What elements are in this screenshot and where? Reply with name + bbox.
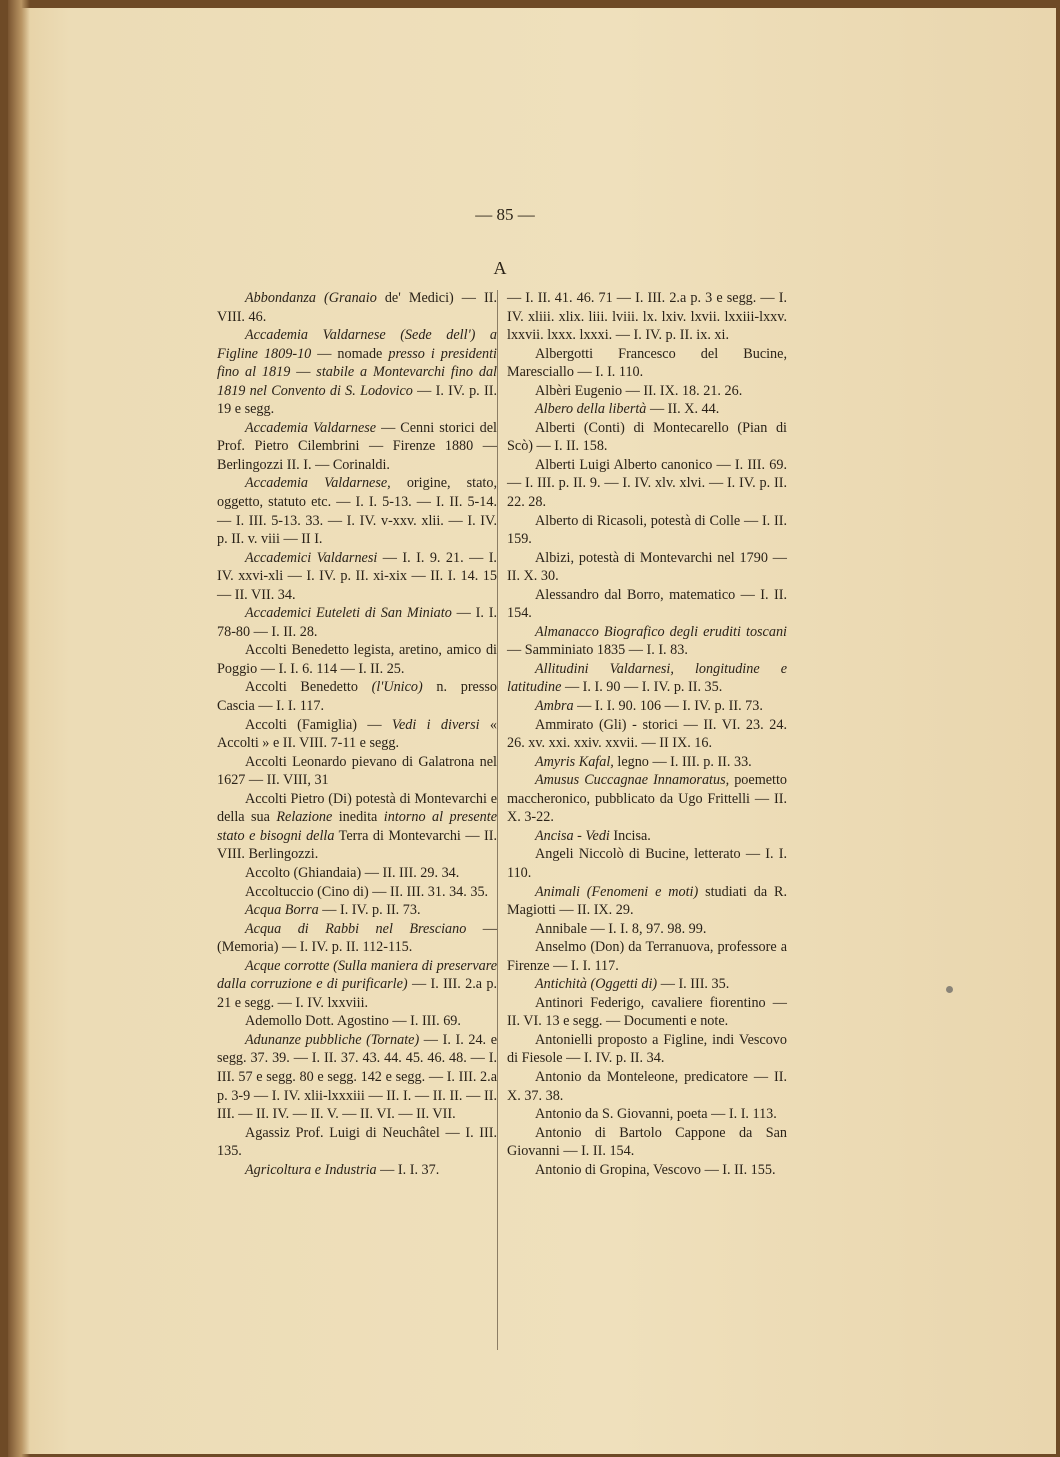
index-entry	[507, 382, 787, 401]
entry-text: Accolto (Ghiandaia) — II. III. 29. 34.	[245, 864, 460, 881]
entry-title: Acqua Borra	[245, 902, 319, 919]
entry-text: Incisa.	[609, 827, 651, 844]
entry-text: Albergotti Francesco del Bucine, Maresciallo — I. I. 110.	[507, 345, 787, 381]
index-entry	[507, 456, 787, 512]
entry-title: stabile a Montevarchi fino dal 1819 nel Convento di S. Lodovico	[217, 364, 498, 399]
column-divider	[497, 290, 498, 1350]
entry-title: Amusus Cuccagnae Innamoratus,	[535, 772, 730, 789]
index-entry	[507, 1124, 787, 1161]
entry-text: Anselmo (Don) da Terranuova, professore a Firenze — I. I. 117.	[507, 939, 787, 974]
index-entry	[507, 716, 787, 753]
index-entry	[507, 938, 787, 975]
index-entry	[507, 549, 787, 586]
entry-text: Accoltuccio (Cino di) — II. III. 31. 34. 35.	[245, 883, 489, 900]
index-entry	[507, 753, 787, 772]
entry-title: Ambra	[535, 698, 574, 715]
entry-title: (l'Unico)	[371, 679, 423, 696]
entry-title: Accademia Valdarnese,	[245, 475, 391, 492]
entry-title: Albero della libertà	[535, 401, 647, 418]
entry-title: Animali (Fenomeni e moti)	[535, 883, 699, 900]
entry-text: n. presso Cascia — I. I. 117.	[217, 679, 497, 715]
entry-title: Accademia Valdarnese	[245, 419, 377, 436]
entry-text: Alberti Luigi Alberto canonico — I. III. 69. — I. III. p. II. 9. — I. IV. xlv. xlvi. — I. IV. p. II. 22. 28.	[507, 456, 787, 511]
entry-text: Accolti Pietro (Di) potestà di Montevarchi e della sua	[217, 790, 497, 826]
index-entry	[217, 326, 497, 419]
entry-text: Angeli Niccolò di Bucine, letterato — I. I. 110.	[507, 846, 787, 881]
entry-text: Alberti (Conti) di Montecarello (Pian di Scò) — I. II. 158.	[507, 419, 787, 455]
index-entry	[217, 1161, 497, 1180]
entry-text: poemetto maccheronico, pubblicato da Ugo Frittelli — II. X. 3-22.	[507, 772, 788, 826]
entry-text: Antonio da S. Giovanni, poeta — I. I. 113.	[535, 1106, 777, 1123]
index-entry	[507, 771, 787, 827]
entry-title: Vedi i diversi	[391, 716, 480, 733]
index-entry	[507, 512, 787, 549]
entry-title: intorno al presente stato e bisogni della	[217, 809, 498, 844]
entry-text: origine, stato, oggetto, statuto etc. — I. I. 5-13. — I. II. 5-14. — I. III. 5-13. 33. — I. IV. v-xxv. xlii. — I. IV. p. II. v. viii — II I.	[217, 475, 497, 548]
entry-text: inedita	[332, 809, 384, 826]
entry-text: — I. I. 24. e segg. 37. 39. — I. II. 37. 43. 44. 45. 46. 48. — I. III. 57 e segg. 80 e segg. 142 e segg. — I. III. 2.a p. 3-9 — I. IV. xlii-lxxxiii — II. I. — II. II. — II. III. — II. IV. — II. V. — II. VI. — II. VII.	[217, 1031, 498, 1123]
entry-text: Accolti Benedetto legista, aretino, amico di Poggio — I. I. 6. 114 — I. II. 25.	[217, 642, 497, 677]
index-entry	[507, 697, 787, 716]
index-entry	[507, 623, 787, 660]
entry-text: Accolti Leonardo pievano di Galatrona nel 1627 — II. VIII, 31	[217, 753, 497, 789]
entry-text: Antonielli proposto a Figline, indi Vescovo di Fiesole — I. IV. p. II. 34.	[507, 1031, 787, 1067]
index-entry	[507, 1105, 787, 1124]
entry-text: Antonio da Monteleone, predicatore — II. X. 37. 38.	[507, 1068, 787, 1104]
index-entry	[217, 604, 497, 641]
entry-text: — I. I. 9. 21. — I. IV. xxvi-xli — I. IV. p. II. xi-xix — II. I. 14. 15 — II. VII. 34.	[217, 549, 497, 603]
entry-text: — I. IV. p. II. 19 e segg.	[217, 382, 497, 418]
index-entry	[507, 827, 787, 846]
index-entry	[507, 975, 787, 994]
entry-text: de' Medici) — II. VIII. 46.	[217, 290, 498, 325]
index-entry	[217, 289, 497, 326]
entry-text: — II. X. 44.	[646, 401, 720, 418]
entry-text: — I. II. 41. 46. 71 — I. III. 2.a p. 3 e segg. — I. IV. xliii. xlix. liii. lviii. lx. lxiv. lxvii. lxxiii-lxxv. lxxvii. lxxx. lxxxi. — I. IV. p. II. ix. xi.	[507, 290, 787, 344]
entry-title: Abbondanza (Granaio	[245, 290, 377, 306]
index-entry	[217, 474, 497, 548]
entry-text: — I. I. 90. 106 — I. IV. p. II. 73.	[573, 698, 763, 715]
entry-text: — Cenni storici del Prof. Pietro Cilembrini — Firenze 1880 — Berlingozzi II. I. — Corinaldi.	[217, 419, 498, 473]
index-entry	[507, 1068, 787, 1105]
entry-text: Antonio di Gropina, Vescovo — I. II. 155.	[535, 1161, 776, 1178]
entry-text: — I. IV. p. II. 73.	[318, 902, 421, 919]
index-entry	[217, 1012, 497, 1031]
entry-text: — (Memoria) — I. IV. p. II. 112-115.	[217, 920, 497, 956]
entry-text: — nomade	[311, 345, 389, 362]
index-column-right	[507, 289, 787, 1179]
index-entry	[217, 1124, 497, 1161]
entry-text: studiati da R. Magiotti — II. IX. 29.	[507, 883, 787, 919]
index-entry	[507, 845, 787, 882]
paper-spot	[946, 986, 953, 993]
entry-title: Amyris Kafal,	[535, 753, 614, 770]
index-entry	[217, 901, 497, 920]
entry-text: — I. I. 78-80 — I. II. 28.	[217, 605, 497, 640]
entry-text: Albizi, potestà di Montevarchi nel 1790 — II. X. 30.	[507, 549, 787, 585]
entry-text: Accolti Benedetto	[245, 679, 372, 696]
entry-text: — I. I. 90 — I. IV. p. II. 35.	[561, 679, 723, 696]
index-entry	[217, 549, 497, 605]
index-entry	[507, 586, 787, 623]
index-entry	[217, 419, 497, 475]
entry-text: Agassiz Prof. Luigi di Neuchâtel — I. III. 135.	[217, 1124, 497, 1160]
index-entry	[507, 660, 787, 697]
entry-title: Accademici Euteleti di San Miniato	[245, 605, 452, 622]
index-entry	[507, 883, 787, 920]
index-entry	[217, 641, 497, 678]
index-entry	[217, 678, 497, 715]
entry-text: Antinori Federigo, cavaliere fiorentino — II. VI. 13 e segg. — Documenti e note.	[507, 994, 787, 1030]
entry-text: Ademollo Dott. Agostino — I. III. 69.	[245, 1013, 461, 1030]
entry-text: Antonio di Bartolo Cappone da San Giovanni — I. II. 154.	[507, 1124, 787, 1160]
entry-title: presso i presidenti fino al 1819	[217, 345, 498, 381]
entry-text: legno — I. III. p. II. 33.	[613, 753, 752, 770]
entry-title: Ancisa - Vedi	[535, 827, 610, 844]
entry-text: — I. I. 37.	[376, 1161, 440, 1178]
entry-title: Agricoltura e Industria	[245, 1161, 377, 1178]
index-entry	[217, 716, 497, 753]
index-entry	[507, 920, 787, 939]
index-entry	[507, 1161, 787, 1180]
index-entry	[217, 1031, 497, 1124]
index-entry	[217, 957, 497, 1013]
index-entry	[217, 864, 497, 883]
entry-title: Relazione	[276, 809, 333, 826]
entry-text: — Samminiato 1835 — I. I. 83.	[507, 642, 688, 659]
section-letter: A	[493, 258, 507, 278]
entry-title: Accademici Valdarnesi	[245, 549, 378, 566]
index-entry	[507, 994, 787, 1031]
entry-text: Annibale — I. I. 8, 97. 98. 99.	[535, 920, 707, 937]
index-entry	[217, 753, 497, 790]
index-entry	[217, 790, 497, 864]
entry-title: Almanacco Biografico degli eruditi toscani	[535, 623, 787, 640]
entry-text: —	[290, 364, 317, 381]
entry-title: Acqua di Rabbi nel Bresciano	[245, 920, 467, 937]
entry-text: Albèri Eugenio — II. IX. 18. 21. 26.	[535, 382, 743, 399]
entry-text: Ammirato (Gli) - storici — II. VI. 23. 24. 26. xv. xxi. xxiv. xxvii. — II IX. 16.	[507, 716, 787, 752]
index-entry	[507, 400, 787, 419]
entry-text: « Accolti » e II. VIII. 7-11 e segg.	[217, 716, 498, 752]
index-entry	[217, 920, 497, 957]
entry-title: Adunanze pubbliche (Tornate)	[245, 1031, 420, 1048]
index-entry	[507, 1031, 787, 1068]
entry-text: — I. III. 2.a p. 21 e segg. — I. IV. lxxviii.	[217, 976, 497, 1011]
entry-title: Accademia Valdarnese (Sede dell') a Figline 1809-10	[217, 327, 497, 362]
entry-text: Alberto di Ricasoli, potestà di Colle — I. II. 159.	[507, 512, 787, 548]
entry-title: Acque corrotte (Sulla maniera di preservare dalla corruzione e di purificarle)	[217, 957, 497, 993]
page-gutter	[8, 0, 30, 1457]
index-column-left	[217, 289, 497, 1179]
entry-text: Alessandro dal Borro, matematico — I. II. 154.	[507, 586, 787, 622]
entry-text: Accolti (Famiglia) —	[245, 716, 392, 733]
entry-title: Allitudini Valdarnesi, longitudine e latitudine	[507, 660, 787, 696]
entry-text: Terra di Montevarchi — II. VIII. Berlingozzi.	[217, 827, 498, 863]
index-entry	[217, 883, 497, 902]
entry-title: Antichità (Oggetti di)	[535, 976, 658, 993]
page-number: — 85 —	[475, 205, 535, 224]
index-entry	[507, 289, 787, 345]
entry-text: — I. III. 35.	[657, 976, 730, 993]
index-entry	[507, 419, 787, 456]
index-entry	[507, 345, 787, 382]
